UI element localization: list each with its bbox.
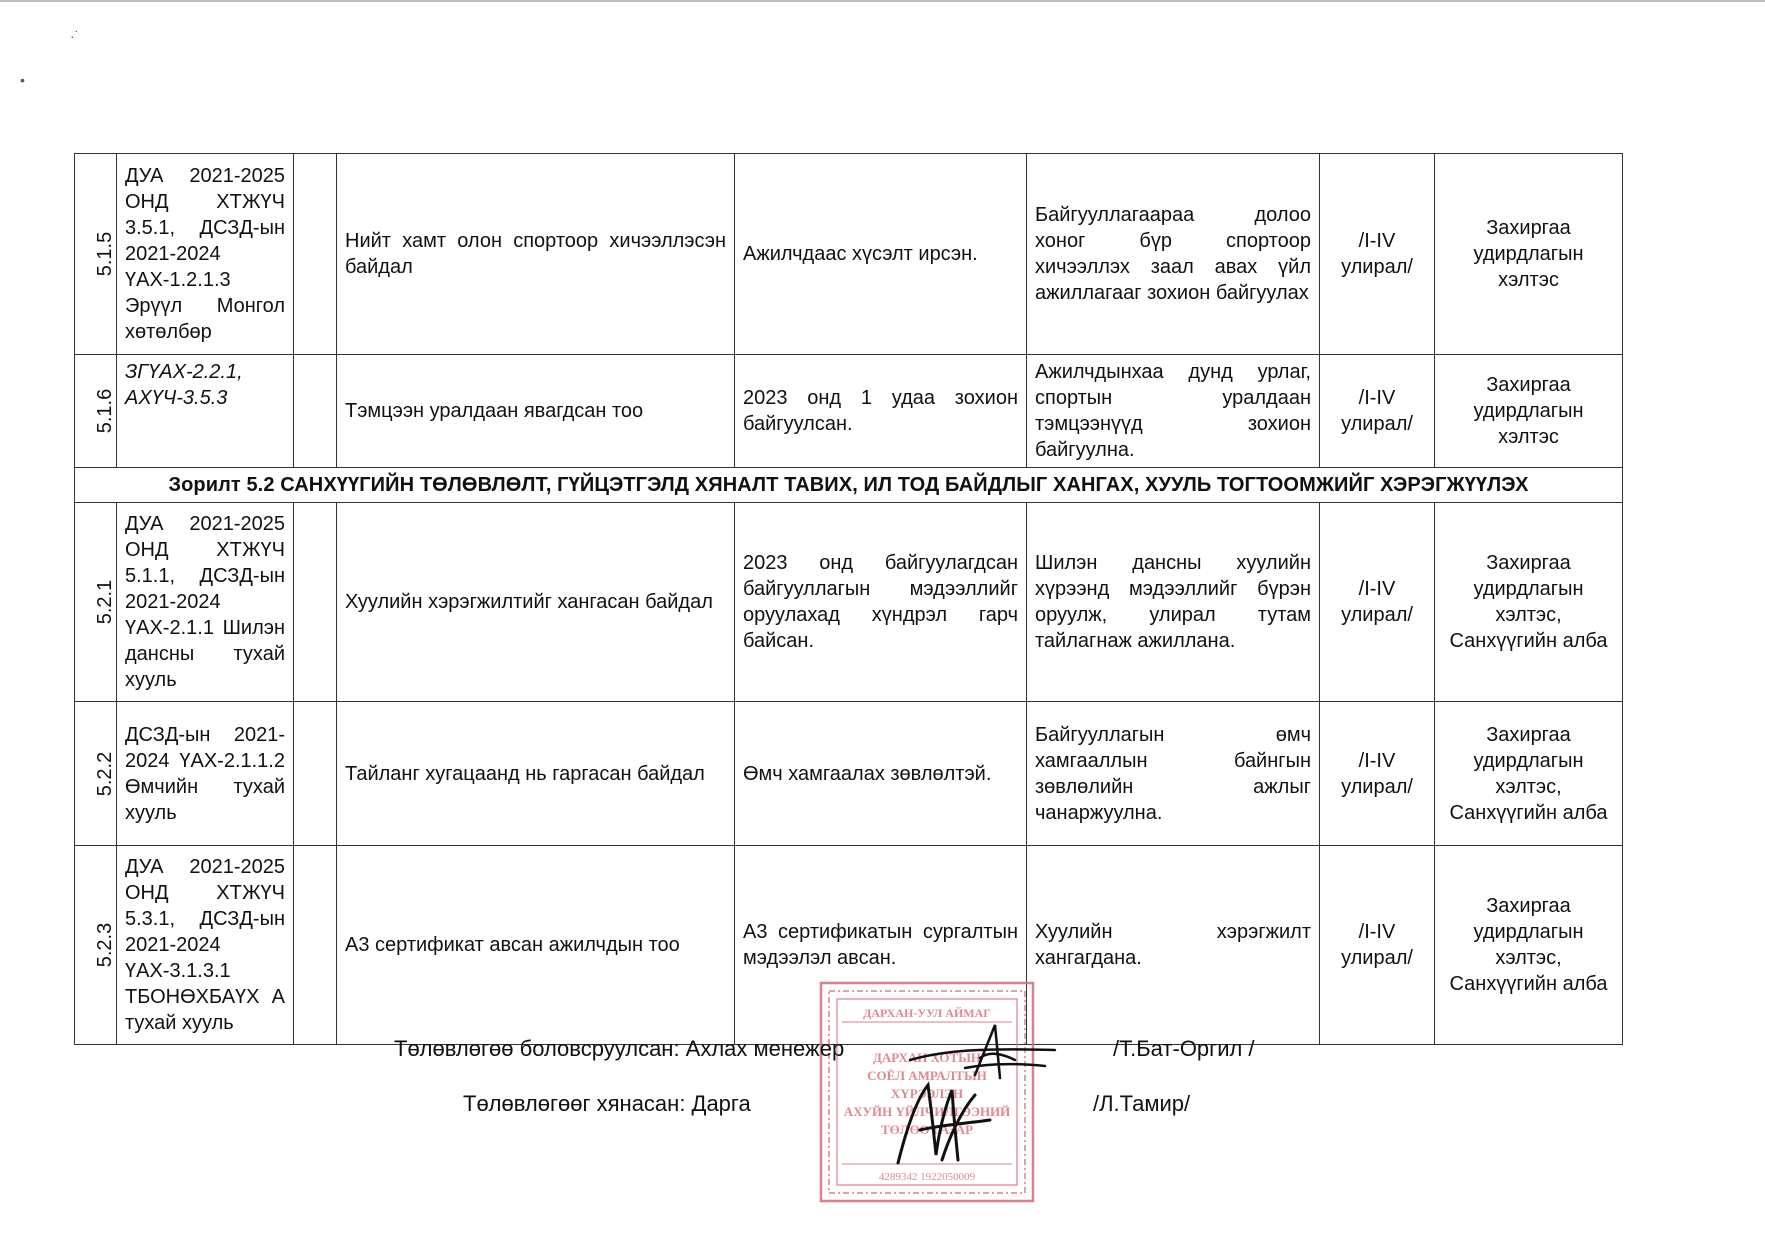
row-indicator: Тэмцээн уралдаан явагдсан тоо	[337, 355, 735, 468]
row-number: 5.2.3	[75, 846, 117, 1045]
svg-text:ТӨЛӨӨ ГАЗАР: ТӨЛӨӨ ГАЗАР	[880, 1122, 974, 1137]
row-reference: ДУА 2021-2025 ОНД ХТЖҮЧ 5.1.1, ДСЗД-ын 2021-2024 ҮАХ-2.1.1 Шилэн дансны тухай хууль	[117, 503, 294, 702]
row-action: Байгууллагын өмч хамгааллын байнгын зөвлөлийн ажлыг чанаржуулна.	[1027, 702, 1320, 846]
signature-director	[890, 1075, 1010, 1170]
row-responsible: Захиргаа удирдлагын хэлтэс, Санхүүгийн алба	[1435, 846, 1623, 1045]
row-baseline: А3 сертификатын сургалтын мэдээлэл авсан.	[735, 846, 1027, 1045]
empty-cell	[294, 846, 337, 1045]
row-indicator: Нийт хамт олон спортоор хичээллэсэн байдал	[337, 154, 735, 355]
prepared-by-name: /Т.Бат-Оргил /	[1113, 1036, 1255, 1061]
row-number: 5.2.1	[75, 503, 117, 702]
row-number: 5.2.2	[75, 702, 117, 846]
row-baseline: Өмч хамгаалах зөвлөлтэй.	[735, 702, 1027, 846]
row-period: /I-IV улирал/	[1320, 702, 1435, 846]
page-top-border	[0, 0, 1765, 2]
empty-cell	[294, 154, 337, 355]
row-reference: ЗГҮАХ-2.2.1, АХҮЧ-3.5.3	[117, 355, 294, 468]
scan-speck: ·˙	[70, 28, 80, 44]
goal-heading-row	[75, 468, 1623, 503]
row-reference: ДУА 2021-2025 ОНД ХТЖҮЧ 3.5.1, ДСЗД-ын 2021-2024 ҮАХ-1.2.1.3 Эрүүл Монгол хөтөлбөр	[117, 154, 294, 355]
row-period: /I-IV улирал/	[1320, 846, 1435, 1045]
row-action: Хуулийн хэрэгжилт хангагдана.	[1027, 846, 1320, 1045]
row-action: Шилэн дансны хуулийн хүрээнд мэдээллийг бүрэн оруулж, улирал тутам тайлагнаж ажиллана.	[1027, 503, 1320, 702]
table-row	[75, 154, 1623, 355]
table-row	[75, 503, 1623, 702]
svg-text:ДАРХАН-УУЛ АЙМАГ: ДАРХАН-УУЛ АЙМАГ	[863, 1006, 991, 1020]
row-period: /I-IV улирал/	[1320, 355, 1435, 468]
row-baseline: 2023 онд байгуулагдсан байгууллагын мэдээллийг оруулахад хүндрэл гарч байсан.	[735, 503, 1027, 702]
svg-text:СОЁЛ АМРАЛТЫН: СОЁЛ АМРАЛТЫН	[867, 1068, 987, 1083]
empty-cell	[294, 355, 337, 468]
table-row	[75, 355, 1623, 468]
goal-heading: Зорилт 5.2 САНХҮҮГИЙН ТӨЛӨВЛӨЛТ, ГҮЙЦЭТГЭЛД ХЯНАЛТ ТАВИХ, ИЛ ТОД БАЙДЛЫГ ХАНГАХ, ХУУЛЬ ТОГТООМЖИЙГ ХЭРЭГЖҮҮЛЭХ	[75, 468, 1623, 503]
reviewed-by-name: /Л.Тамир/	[1093, 1091, 1191, 1116]
empty-cell	[294, 503, 337, 702]
row-indicator: Хуулийн хэрэгжилтийг хангасан байдал	[337, 503, 735, 702]
row-number: 5.1.6	[75, 355, 117, 468]
svg-text:АХУЙН ҮЙЛЧИЛГЭЭНИЙ: АХУЙН ҮЙЛЧИЛГЭЭНИЙ	[843, 1104, 1011, 1119]
row-period: /I-IV улирал/	[1320, 154, 1435, 355]
svg-text:ХҮРЭЭЛЭН: ХҮРЭЭЛЭН	[890, 1086, 964, 1101]
prepared-by-label: Төлөвлөгөө боловсруулсан: Ахлах менежер	[394, 1036, 845, 1061]
svg-text:ДАРХАН ХОТЫН: ДАРХАН ХОТЫН	[872, 1050, 982, 1065]
row-baseline: Ажилчдаас хүсэлт ирсэн.	[735, 154, 1027, 355]
row-baseline: 2023 онд 1 удаа зохион байгуулсан.	[735, 355, 1027, 468]
row-responsible: Захиргаа удирдлагын хэлтэс	[1435, 355, 1623, 468]
row-period: /I-IV улирал/	[1320, 503, 1435, 702]
row-responsible: Захиргаа удирдлагын хэлтэс, Санхүүгийн алба	[1435, 503, 1623, 702]
svg-text:4289342 1922050009: 4289342 1922050009	[878, 1171, 976, 1183]
row-action: Байгууллагаараа долоо хоног бүр спортоор хичээллэх заал авах үйл ажиллагааг зохион байгуулах	[1027, 154, 1320, 355]
action-plan-table	[74, 153, 1623, 1045]
row-reference: ДУА 2021-2025 ОНД ХТЖҮЧ 5.3.1, ДСЗД-ын 2021-2024 ҮАХ-3.1.3.1 ТБОНӨХБАҮХ А тухай хууль	[117, 846, 294, 1045]
row-indicator: А3 сертификат авсан ажилчдын тоо	[337, 846, 735, 1045]
row-responsible: Захиргаа удирдлагын хэлтэс, Санхүүгийн алба	[1435, 702, 1623, 846]
table-row	[75, 702, 1623, 846]
empty-cell	[294, 702, 337, 846]
row-responsible: Захиргаа удирдлагын хэлтэс	[1435, 154, 1623, 355]
scan-speck: •	[20, 72, 25, 88]
row-indicator: Тайланг хугацаанд нь гаргасан байдал	[337, 702, 735, 846]
row-action: Ажилчдынхаа дунд урлаг, спортын уралдаан тэмцээнүүд зохион байгуулна.	[1027, 355, 1320, 468]
row-reference: ДСЗД-ын 2021-2024 ҮАХ-2.1.1.2 Өмчийн тухай хууль	[117, 702, 294, 846]
row-number: 5.1.5	[75, 154, 117, 355]
reviewed-by-label: Төлөвлөгөөг хянасан: Дарга	[463, 1091, 751, 1116]
